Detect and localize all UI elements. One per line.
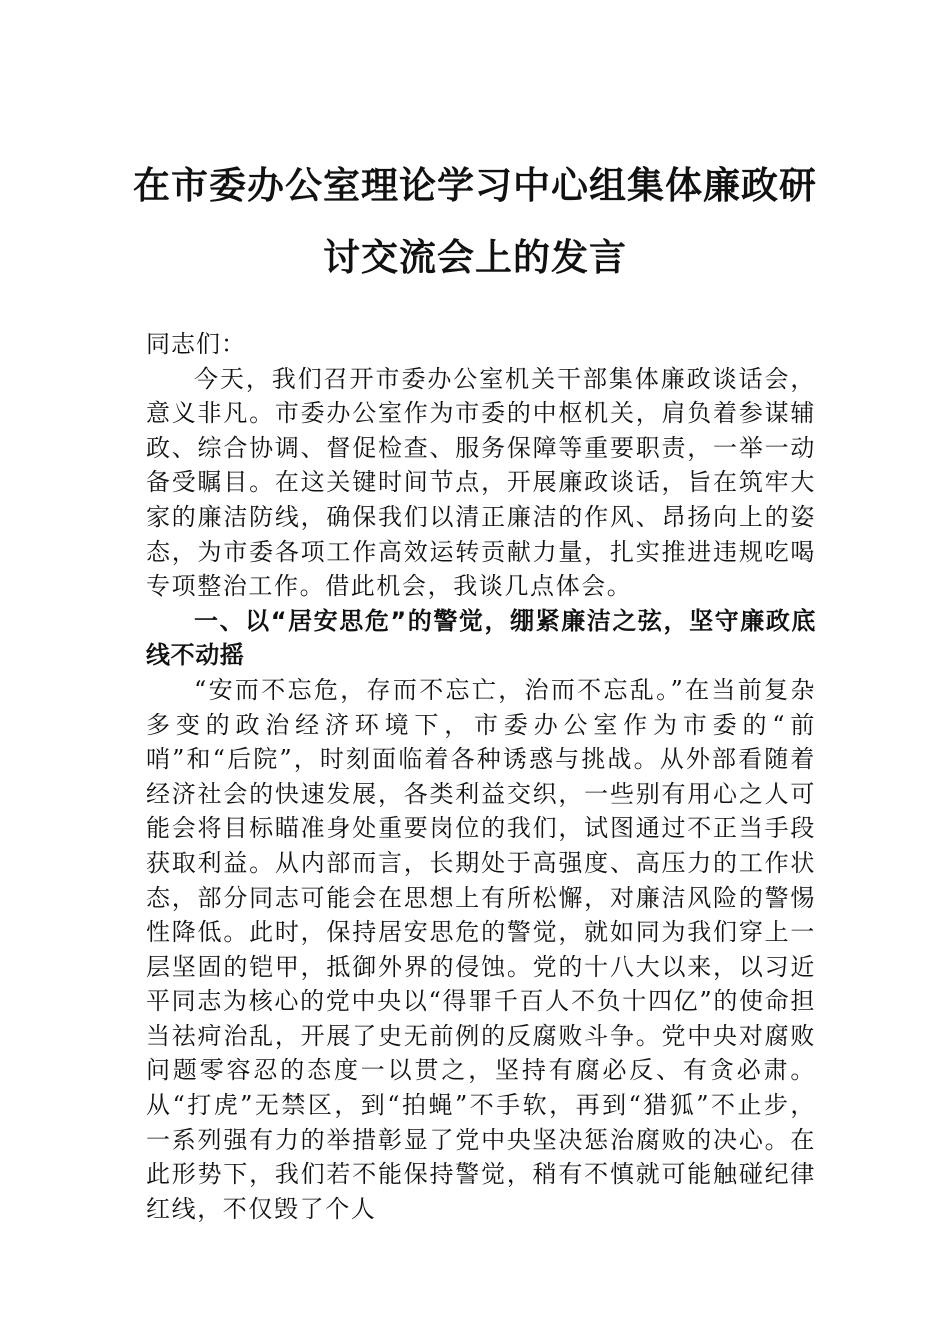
section-heading-1: 一、以“居安思危”的警觉，绷紧廉洁之弦，坚守廉政底线不动摇 bbox=[146, 606, 816, 670]
document-title-line-1: 在市委办公室理论学习中心组集体廉政研 bbox=[133, 163, 817, 207]
document-body bbox=[146, 327, 816, 1226]
paragraph-section-1: “安而不忘危，存而不忘亡，治而不忘乱。”在当前复杂多变的政治经济环境下，市委办公室作为市委的“前哨”和“后院”，时刻面临着各种诱惑与挑战。从外部看随着经济社会的快速发展，各类利益交织，一些别有用心之人可能会将目标瞄准身处重要岗位的我们，试图通过不正当手段获取利益。从内部而言，长期处于高强度、高压力的工作状态，部分同志可能会在思想上有所松懈，对廉洁风险的警惕性降低。此时，保持居安思危的警觉，就如同为我们穿上一层坚固的铠甲，抵御外界的侵蚀。党的十八大以来，以习近平同志为核心的党中央以“得罪千百人不负十四亿”的使命担当祛疴治乱，开展了史无前例的反腐败斗争。党中央对腐败问题零容忍的态度一以贯之，坚持有腐必反、有贪必肃。从“打虎”无禁区，到“拍蝇”不手软，再到“猎狐”不止步，一系列强有力的举措彰显了党中央坚决惩治腐败的决心。在此形势下，我们若不能保持警觉，稍有不慎就可能触碰纪律红线，不仅毁了个人 bbox=[146, 675, 816, 1223]
paragraph-intro: 今天，我们召开市委办公室机关干部集体廉政谈话会，意义非凡。市委办公室作为市委的中枢机关，肩负着参谋辅政、综合协调、督促检查、服务保障等重要职责，一举一动备受瞩目。在这关键时间节点，开展廉政谈话，旨在筑牢大家的廉洁防线，确保我们以清正廉洁的作风、昂扬向上的姿态，为市委各项工作高效运转贡献力量，扎实推进违规吃喝专项整治工作。借此机会，我谈几点体会。 bbox=[146, 364, 816, 601]
salutation: 同志们： bbox=[146, 330, 246, 358]
document-title-line-2: 讨交流会上的发言 bbox=[323, 235, 627, 279]
